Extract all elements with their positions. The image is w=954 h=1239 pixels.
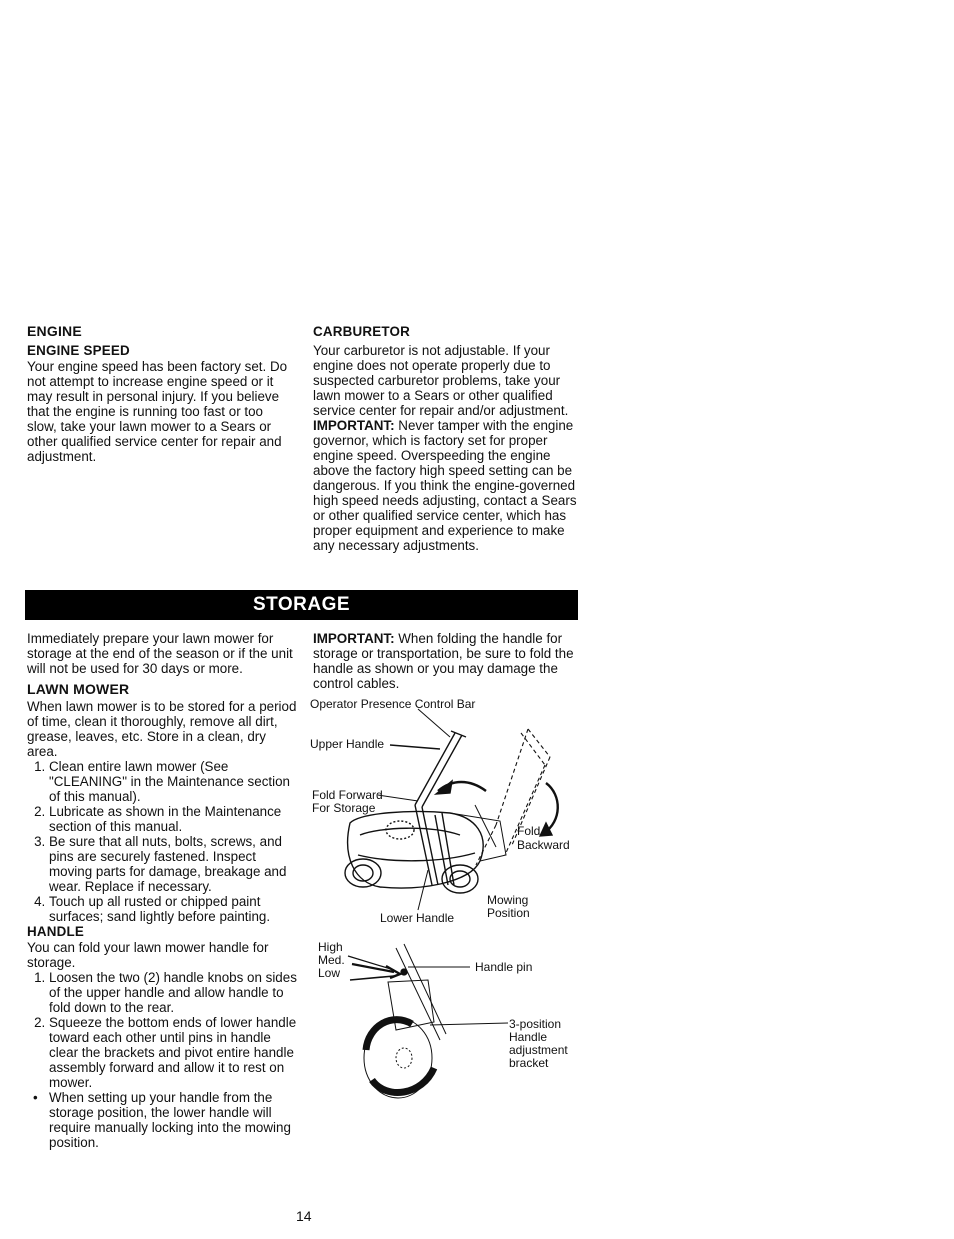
bracket-label-1: 3-position	[509, 1017, 562, 1031]
lower-handle-label: Lower Handle	[380, 911, 455, 925]
carburetor-important	[313, 418, 581, 553]
fold-forward-label-2: For Storage	[312, 801, 376, 815]
operator-bar-label: Operator Presence Control Bar	[310, 697, 476, 711]
storage-intro: Immediately prepare your lawn mower for storage at the end of the season or if the unit will not be used for 30 days or more.	[27, 631, 293, 676]
page-number: 14	[296, 1208, 312, 1224]
handle-text: You can fold your lawn mower handle for storage.	[27, 940, 269, 970]
important-label: IMPORTANT:	[313, 418, 395, 433]
engine-speed-text: Your engine speed has been factory set. Do not attempt to increase engine speed or it may result in personal injury. If you believe that the engine is running too fast or too slow, take your lawn mower to a Sears or other qualified service center for repair and adjustment.	[27, 359, 288, 464]
storage-banner: STORAGE	[25, 590, 578, 620]
list-item: 1. Loosen the two (2) handle knobs on sides of the upper handle and allow handle to fold down to the rear.	[49, 970, 297, 1015]
storage-important	[313, 631, 575, 691]
low-label: Low	[318, 966, 341, 980]
upper-handle-label: Upper Handle	[310, 737, 385, 751]
lawn-mower-heading: LAWN MOWER	[27, 681, 130, 697]
engine-speed-heading: ENGINE SPEED	[27, 343, 130, 358]
lawn-mower-text: When lawn mower is to be stored for a period of time, clean it thoroughly, remove all dirt, grease, leaves, etc. Store in a clean, dry area.	[27, 699, 297, 759]
handle-bullets	[27, 1090, 297, 1150]
fold-backward-label-2: Backward	[517, 838, 570, 852]
list-item: 1. Clean entire lawn mower (See "CLEANING" in the Maintenance section of this manual).	[49, 759, 297, 804]
carburetor-section	[313, 324, 581, 553]
mowing-label-1: Mowing	[487, 893, 529, 907]
handle-steps	[27, 970, 297, 1090]
list-item: 4. Touch up all rusted or chipped paint surfaces; sand lightly before painting.	[49, 894, 297, 924]
handle-pin-label: Handle pin	[475, 960, 533, 974]
mowing-label-2: Position	[487, 906, 530, 920]
bracket-label-4: bracket	[509, 1056, 549, 1070]
important-text: Never tamper with the engine governor, which is factory set for proper engine speed. Overspeeding the engine above the factory high speed setting can be dangerous. If you think the engine-governed high speed needs adjusting, contact a Sears or other qualified service center, which has proper equipment and experience to make any necessary adjustments.	[313, 418, 577, 553]
fold-forward-label-1: Fold Forward	[312, 788, 383, 802]
high-label: High	[318, 940, 343, 954]
list-item: 3. Be sure that all nuts, bolts, screws, and pins are securely fastened. Inspect moving parts for damage, breakage and wear. Replace if necessary.	[49, 834, 297, 894]
fold-backward-label-1: Fold	[517, 824, 541, 838]
bracket-label-2: Handle	[509, 1030, 548, 1044]
list-item: 2. Squeeze the bottom ends of lower handle toward each other until pins in handle clear the brackets and pivot entire handle assembly forward and allow it to rest on mower.	[49, 1015, 297, 1090]
important-text: When folding the handle for storage or transportation, be sure to fold the handle as shown or you may damage the control cables.	[313, 631, 574, 691]
storage-right-column	[313, 631, 575, 691]
bracket-label-3: adjustment	[509, 1043, 568, 1057]
handle-heading: HANDLE	[27, 924, 84, 939]
important-label: IMPORTANT:	[313, 631, 395, 646]
med-label: Med.	[318, 953, 345, 967]
engine-section	[27, 324, 295, 464]
storage-left-column	[27, 631, 297, 1150]
carburetor-heading: CARBURETOR	[313, 324, 410, 339]
engine-heading: ENGINE	[27, 323, 82, 339]
lawn-mower-steps	[27, 759, 297, 924]
list-item: • When setting up your handle from the storage position, the lower handle will require manually locking into the mowing position.	[49, 1090, 297, 1150]
list-item: 2. Lubricate as shown in the Maintenance section of this manual.	[49, 804, 297, 834]
carburetor-text: Your carburetor is not adjustable. If your engine does not operate properly due to suspected carburetor problems, take your lawn mower to a Sears or other qualified service center for repair and/or adjustment.	[313, 343, 569, 418]
